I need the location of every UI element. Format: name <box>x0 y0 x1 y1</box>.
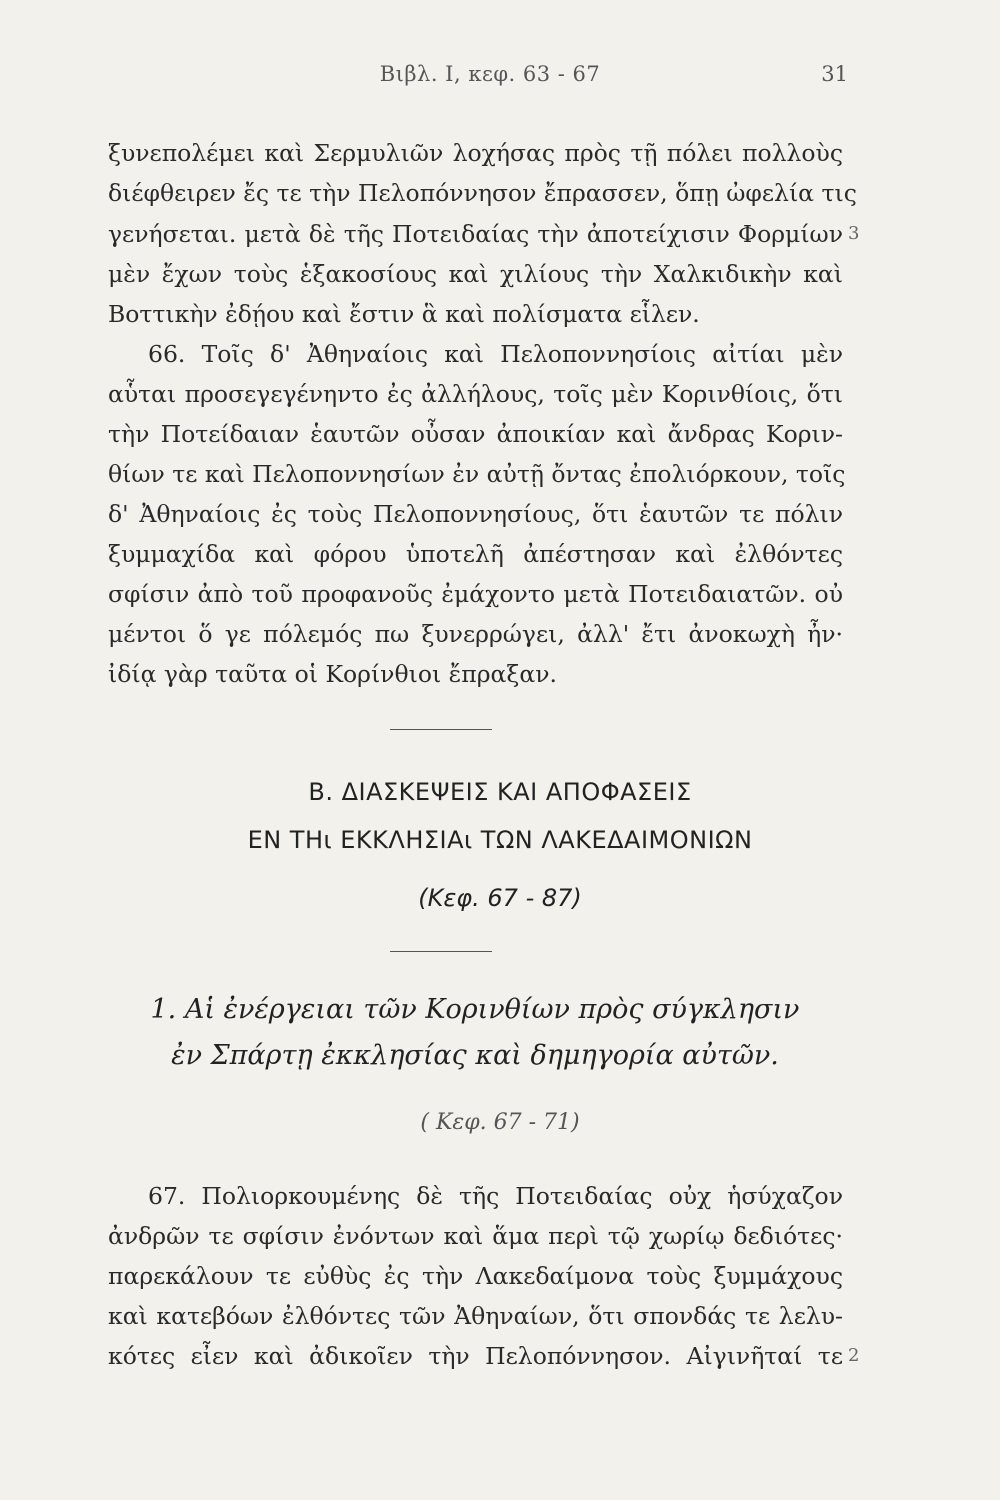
text-line: ξυνεπολέμει καὶ Σερμυλιῶν λοχήσας πρὸς τῇ πόλει πολλοὺς <box>108 139 843 167</box>
text-line: ἀνδρῶν τε σφίσιν ἐνόντων καὶ ἅμα περὶ τῷ χωρίῳ δεδιότες· <box>108 1222 843 1250</box>
section-chapter-range: (Κεφ. 67 - 87) <box>418 884 582 912</box>
text-line: κότες εἶεν καὶ ἀδικοῖεν τὴν Πελοπόννησον. Αἰγινῆταί τε <box>108 1342 843 1370</box>
text-line: σφίσιν ἀπὸ τοῦ προφανοῦς ἐμάχοντο μετὰ Ποτειδαιατῶν. οὐ <box>108 580 843 608</box>
chapter-66-first-line: 66. Τοῖς δ' Ἀθηναίοις καὶ Πελοποννησίοις αἰτίαι μὲν <box>148 340 843 368</box>
text-line: διέφθειρεν ἔς τε τὴν Πελοπόννησον ἔπρασσεν, ὅπῃ ὠφελία τις <box>108 179 857 207</box>
text-line: παρεκάλουν τε εὐθὺς ἐς τὴν Λακεδαίμονα τοὺς ξυμμάχους <box>108 1262 843 1290</box>
text-line: αὗται προσεγεγένηντο ἐς ἀλλήλους, τοῖς μὲν Κορινθίοις, ὅτι <box>108 380 843 408</box>
text-line: τὴν Ποτείδαιαν ἑαυτῶν οὖσαν ἀποικίαν καὶ ἄνδρας Κοριν- <box>108 420 843 448</box>
section-heading-line2: ΕΝ ΤΗι ΕΚΚΛΗΣΙΑι ΤΩΝ ΛΑΚΕΔΑΙΜΟΝΙΩΝ <box>247 826 753 854</box>
text-line: ξυμμαχίδα καὶ φόρου ὑποτελῆ ἀπέστησαν καὶ ἐλθόντες <box>108 540 843 568</box>
text-line: μὲν ἔχων τοὺς ἑξακοσίους καὶ χιλίους τὴν Χαλκιδικὴν καὶ <box>108 260 843 288</box>
text-line: μέντοι ὅ γε πόλεμός πω ξυνερρώγει, ἀλλ' ἔτι ἀνοκωχὴ ἦν· <box>108 620 843 648</box>
text-line: δ' Ἀθηναίοις ἐς τοὺς Πελοποννησίους, ὅτι ἑαυτῶν τε πόλιν <box>108 500 843 528</box>
subsection-heading-line2: ἐν Σπάρτῃ ἐκκλησίας καὶ δημηγορία αὐτῶν. <box>171 1040 779 1071</box>
text-line: Βοττικὴν ἐδῄου καὶ ἔστιν ἃ καὶ πολίσματα εἷλεν. <box>108 300 700 328</box>
text-line: θίων τε καὶ Πελοποννησίων ἐν αὐτῇ ὄντας ἐπολιόρκουν, τοῖς <box>108 460 846 488</box>
subsection-chapter-range: ( Κεφ. 67 - 71) <box>420 1110 580 1135</box>
section-divider <box>390 729 492 730</box>
text-line: γενήσεται. μετὰ δὲ τῆς Ποτειδαίας τὴν ἀποτείχισιν Φορμίων <box>108 220 843 248</box>
margin-section-number: 3 <box>848 223 860 244</box>
margin-section-number: 2 <box>848 1345 860 1366</box>
text-line: ἰδίᾳ γὰρ ταῦτα οἱ Κορίνθιοι ἔπραξαν. <box>108 660 557 688</box>
chapter-67-first-line: 67. Πολιορκουμένης δὲ τῆς Ποτειδαίας οὐχ ἡσύχαζον <box>148 1182 843 1210</box>
section-divider <box>390 951 492 952</box>
text-line: καὶ κατεβόων ἐλθόντες τῶν Ἀθηναίων, ὅτι σπονδάς τε λελυ- <box>108 1302 843 1330</box>
page-number: 31 <box>821 62 848 86</box>
subsection-heading-line1: 1. Αἱ ἐνέργειαι τῶν Κορινθίων πρὸς σύγκλησιν <box>150 994 800 1025</box>
running-head: Βιβλ. Ι, κεφ. 63 - 67 <box>379 62 601 86</box>
section-heading-line1: B. ΔΙΑΣΚΕΨΕΙΣ ΚΑΙ ΑΠΟΦΑΣΕΙΣ <box>308 778 692 806</box>
